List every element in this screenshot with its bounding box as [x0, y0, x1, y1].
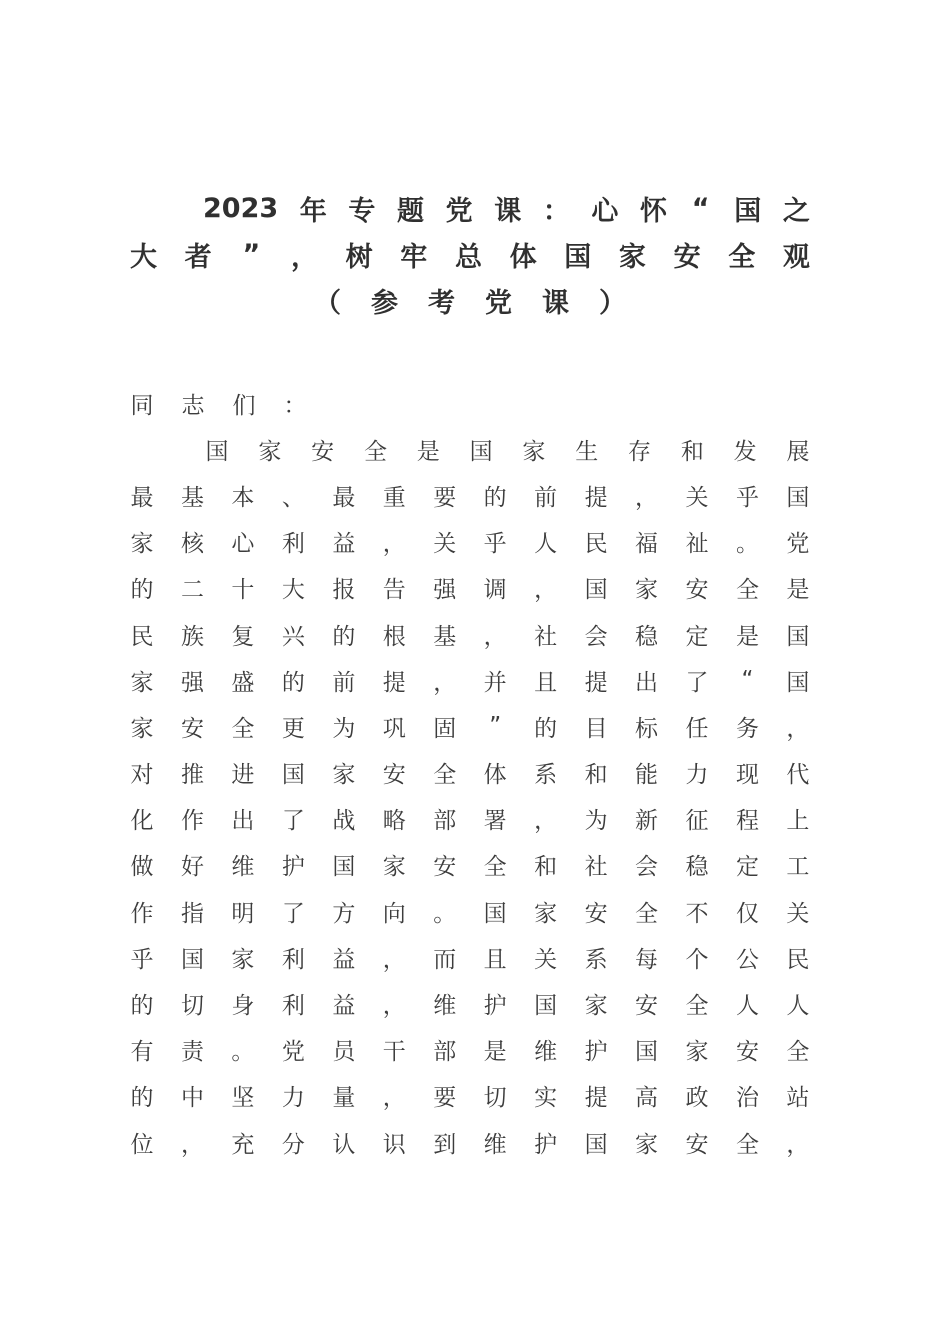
title-line-1: 2023 年 专 题 党 课 ： 心 怀 “ 国 之: [203, 192, 810, 227]
document-body: [130, 380, 810, 1165]
body-line-13: 的 切 身 利 益 ， 维 护 国 家 安 全 人 人: [130, 993, 810, 1020]
body-line-2: 最 基 本 、 最 重 要 的 前 提 ， 关 乎 国: [130, 484, 810, 511]
body-line-10: 做 好 维 护 国 家 安 全 和 社 会 稳 定 工: [130, 854, 810, 881]
salutation: 同 志 们 ：: [130, 392, 307, 419]
body-line-9: 化 作 出 了 战 略 部 署 ， 为 新 征 程 上: [130, 808, 810, 835]
body-line-14: 有 责 。 党 员 干 部 是 维 护 国 家 安 全: [130, 1039, 810, 1066]
body-line-16: 位 ， 充 分 认 识 到 维 护 国 家 安 全 ，: [130, 1131, 810, 1158]
document-title: [130, 185, 810, 323]
body-line-11: 作 指 明 了 方 向 。 国 家 安 全 不 仅 关: [130, 900, 810, 927]
title-line-3: （ 参 考 党 课 ）: [314, 287, 626, 319]
body-line-8: 对 推 进 国 家 安 全 体 系 和 能 力 现 代: [130, 762, 810, 789]
body-line-6: 家 强 盛 的 前 提 ， 并 且 提 出 了 “ 国: [130, 667, 810, 696]
title-line-2: 大 者 ” ， 树 牢 总 体 国 家 安 全 观: [130, 238, 810, 273]
body-line-3: 家 核 心 利 益 ， 关 乎 人 民 福 祉 。 党: [130, 531, 810, 558]
body-line-12: 乎 国 家 利 益 ， 而 且 关 系 每 个 公 民: [130, 946, 810, 973]
body-line-4: 的 二 十 大 报 告 强 调 ， 国 家 安 全 是: [130, 577, 810, 604]
body-line-5: 民 族 复 兴 的 根 基 ， 社 会 稳 定 是 国: [130, 623, 810, 650]
body-line-1: 国 家 安 全 是 国 家 生 存 和 发 展: [205, 438, 810, 465]
body-line-7: 家 安 全 更 为 巩 固 ” 的 目 标 任 务 ，: [130, 713, 810, 742]
body-line-15: 的 中 坚 力 量 ， 要 切 实 提 高 政 治 站: [130, 1085, 810, 1112]
